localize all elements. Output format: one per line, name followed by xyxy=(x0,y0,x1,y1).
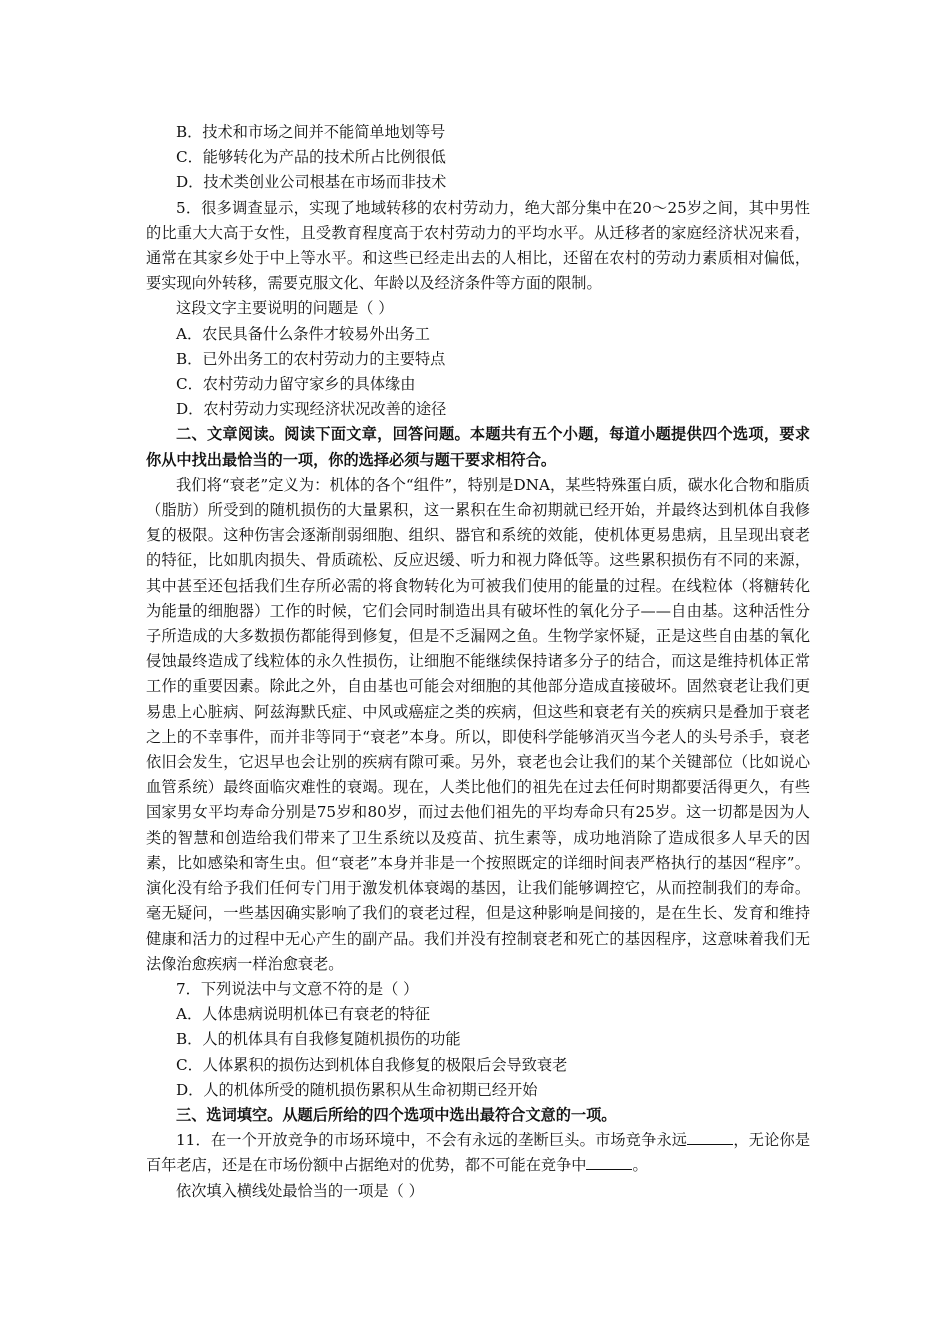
q5-option-d: D．农村劳动力实现经济状况改善的途径 xyxy=(176,400,447,419)
q7-option-b: B．人的机体具有自我修复随机损伤的功能 xyxy=(176,1030,461,1049)
section3-heading: 三、选词填空。从题后所给的四个选项中选出最符合文意的一项。 xyxy=(176,1105,617,1124)
q11-question: 依次填入横线处最恰当的一项是（ ） xyxy=(176,1181,424,1200)
section2-passage: 我们将“衰老”定义为：机体的各个“组件”，特别是DNA，某些特殊蛋白质，碳水化合物和脂质（脂肪）所受到的随机损伤的大量累积，这一累积在生命初期就已经开始，并最终达到机体自我修复的极限。这种伤害会逐渐削弱细胞、组织、器官和系统的效能，使机体更易患病，且呈现出衰老的特征，比如肌肉损失、骨质疏松、反应迟缓、听力和视力降低等。这些累积损伤有不同的来源，其中甚至还包括我们生存所必需的将食物转化为可被我们使用的能量的过程。在线粒体（将糖转化为能量的细胞器）工作的时候，它们会同时制造出具有破坏性的氧化分子——自由基。这种活性分子所造成的大多数损伤都能得到修复，但是不乏漏网之鱼。生物学家怀疑，正是这些自由基的氧化侵蚀最终造成了线粒体的永久性损伤，让细胞不能继续保持诸多分子的结合，而这是维持机体正常工作的重要因素。除此之外，自由基也可能会对细胞的其他部分造成直接破坏。固然衰老让我们更易患上心脏病、阿兹海默氏症、中风或癌症之类的疾病，但这些和衰老有关的疾病只是叠加于衰老之上的不幸事件，而并非等同于“衰老”本身。所以，即使科学能够消灭当今老人的头号杀手，衰老依旧会发生，它迟早也会让别的疾病有隙可乘。另外，衰老也会让我们的某个关键部位（比如说心血管系统）最终面临灾难性的衰竭。现在，人类比他们的祖先在过去任何时期都要活得更久，有些国家男女平均寿命分别是75岁和80岁，而过去他们祖先的平均寿命只有25岁。这一切都是因为人类的智慧和创造给我们带来了卫生系统以及疫苗、抗生素等，成功地消除了造成很多人早夭的因素，比如感染和寄生虫。但“衰老”本身并非是一个按照既定的详细时间表严格执行的基因“程序”。演化没有给予我们任何专门用于激发机体衰竭的基因，让我们能够调控它，从而控制我们的寿命。毫无疑问，一些基因确实影响了我们的衰老过程，但是这种影响是间接的，是在生长、发育和维持健康和活力的过程中无心产生的副产品。我们并没有控制衰老和死亡的基因程序，这意味着我们无法像治愈疾病一样治愈衰老。 xyxy=(146,475,810,973)
q5-option-b: B．已外出务工的农村劳动力的主要特点 xyxy=(176,349,446,368)
q7-option-c: C．人体累积的损伤达到机体自我修复的极限后会导致衰老 xyxy=(176,1055,568,1074)
q5-option-a: A．农民具备什么条件才较易外出务工 xyxy=(176,324,430,343)
document-page xyxy=(146,120,810,1204)
q7-option-d: D．人的机体所受的随机损伤累积从生命初期已经开始 xyxy=(176,1080,538,1099)
section2-heading: 二、文章阅读。阅读下面文章，回答问题。本题共有五个小题，每道小题提供四个选项，要求你从中找出最恰当的一项，你的选择必须与题干要求相符合。 xyxy=(146,425,810,469)
q4-option-d: D．技术类创业公司根基在市场而非技术 xyxy=(176,173,447,192)
q7-question: 7．下列说法中与文意不符的是（ ） xyxy=(176,979,419,998)
q11-passage xyxy=(146,1128,810,1178)
q4-option-c: C．能够转化为产品的技术所占比例很低 xyxy=(176,148,446,167)
q11-text-part1: 11．在一个开放竞争的市场环境中，不会有永远的垄断巨头。市场竞争永远 xyxy=(176,1131,688,1150)
q7-option-a: A．人体患病说明机体已有衰老的特征 xyxy=(176,1005,430,1024)
q5-option-c: C．农村劳动力留守家乡的具体缘由 xyxy=(176,375,416,394)
q5-question: 这段文字主要说明的问题是（ ） xyxy=(176,299,394,318)
q5-passage: 5．很多调查显示，实现了地域转移的农村劳动力，绝大部分集中在20～25岁之间，其中男性的比重大大高于女性，且受教育程度高于农村劳动力的平均水平。从迁移者的家庭经济状况来看，通常在其家乡处于中上等水平。和这些已经走出去的人相比，还留在农村的劳动力素质相对偏低，要实现向外转移，需要克服文化、年龄以及经济条件等方面的限制。 xyxy=(146,198,810,293)
q11-text-part2: ，无论你是百年老店，还是在市场份额中占据绝对的优势，都不可能在竞争中 xyxy=(146,1131,811,1175)
q11-text-part3: 。 xyxy=(632,1156,648,1175)
fill-blank-2 xyxy=(586,1155,632,1170)
q4-option-b: B．技术和市场之间并不能简单地划等号 xyxy=(176,123,446,141)
fill-blank-1 xyxy=(687,1130,733,1145)
